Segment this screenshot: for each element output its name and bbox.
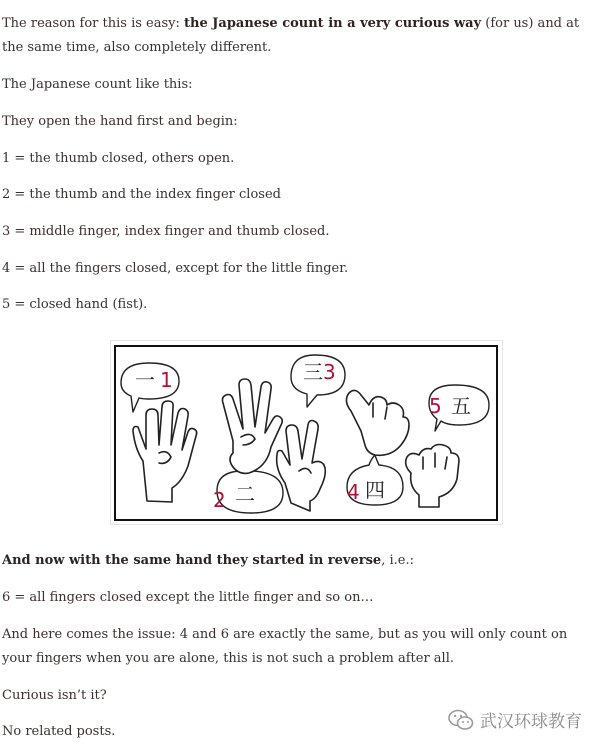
intro-text-tail: (for us) and at the same time, also completely different.	[2, 16, 580, 55]
intro-paragraph	[2, 12, 592, 60]
hand-five	[406, 445, 459, 508]
step-4: 4 = all the fingers closed, except for the little finger.	[2, 261, 349, 276]
kanji-1: 一	[135, 368, 155, 392]
kanji-2: 二	[235, 482, 255, 506]
wechat-icon	[448, 709, 474, 731]
kanji-5: 五	[451, 394, 471, 418]
kanji-3: 三	[303, 360, 323, 384]
step-5: 5 = closed hand (fist).	[2, 297, 148, 312]
hands-drawing	[111, 341, 504, 526]
step-3: 3 = middle finger, index finger and thumb closed.	[2, 224, 330, 239]
number-5: 5	[429, 394, 442, 418]
watermark	[448, 707, 582, 732]
step-2: 2 = the thumb and the index finger closed	[2, 187, 281, 202]
number-2: 2	[213, 488, 226, 512]
hand-two	[222, 379, 282, 473]
curious-text: Curious isn’t it?	[2, 688, 107, 703]
open-hand-text: They open the hand first and begin:	[2, 114, 238, 129]
number-3: 3	[323, 360, 336, 384]
issue-paragraph: And here comes the issue: 4 and 6 are exactly the same, but as you will only count on your fingers when you are alone, this is not such a problem after all.	[2, 627, 568, 666]
reverse-paragraph	[2, 549, 592, 573]
hand-counting-illustration	[110, 340, 503, 525]
kanji-4: 四	[365, 478, 385, 502]
watermark-text: 武汉环球教育	[480, 712, 582, 732]
intro-text: The reason for this is easy:	[2, 16, 185, 31]
number-4: 4	[347, 480, 360, 504]
reverse-bold: And now with the same hand they started in reverse	[2, 553, 382, 568]
hand-three	[277, 421, 326, 512]
six-text: 6 = all fingers closed except the little finger and so on…	[2, 590, 374, 605]
no-related-posts: No related posts.	[2, 724, 116, 739]
reverse-tail: , i.e.:	[381, 553, 414, 568]
number-1: 1	[160, 368, 173, 392]
count-intro: The Japanese count like this:	[2, 77, 193, 92]
hand-four	[346, 390, 409, 455]
intro-bold: the Japanese count in a very curious way	[184, 16, 482, 31]
step-1: 1 = the thumb closed, others open.	[2, 151, 235, 166]
